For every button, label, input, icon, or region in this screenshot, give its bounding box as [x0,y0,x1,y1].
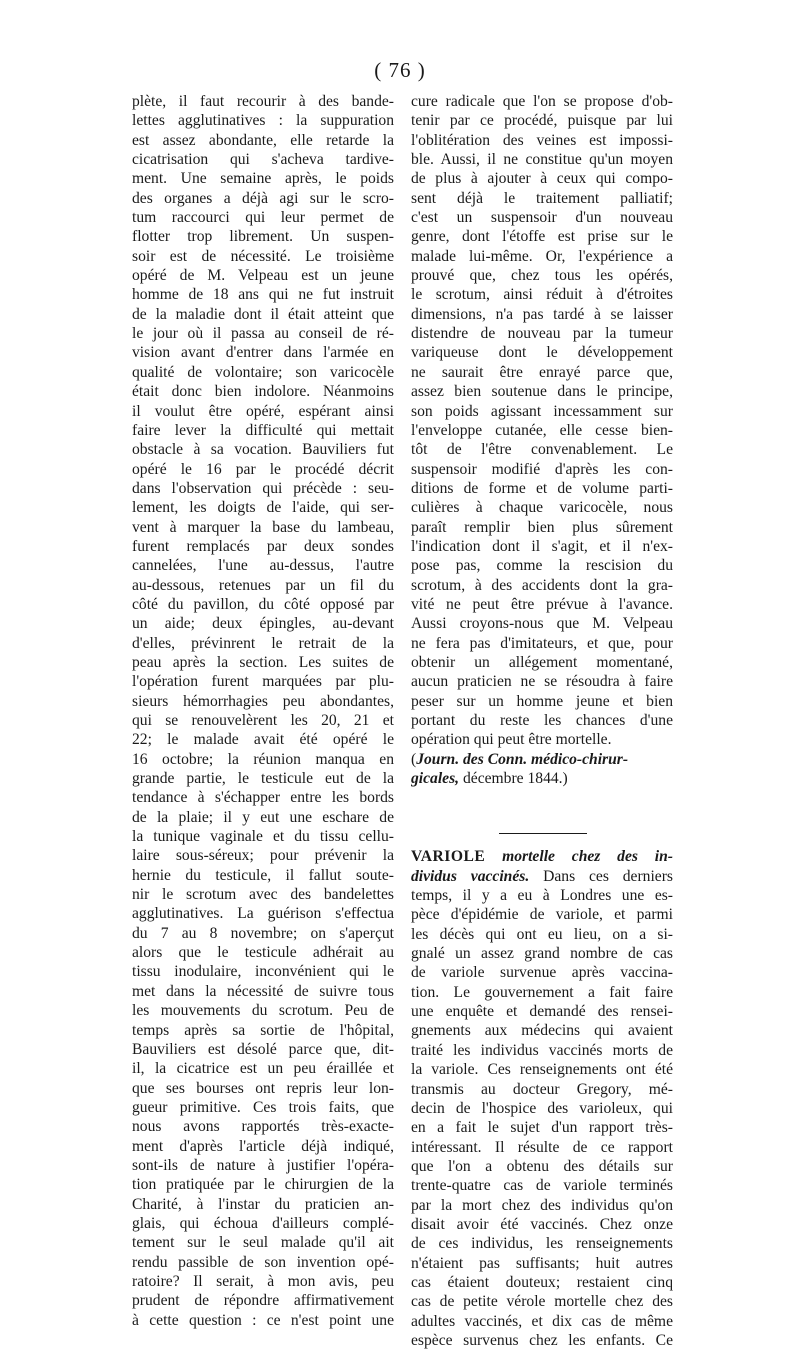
text-line: cas de petite vérole mortelle chez des [411,1293,673,1311]
text-line: faire lever la difficulté qui mettait [132,421,394,439]
text-line: ne fera pas d'imitateurs, et que, pour [411,634,673,652]
text-line: ratoire? Il serait, à mon avis, peu [132,1272,394,1290]
text-line: temps après sa sortie de l'hôpital, [132,1021,394,1039]
section-divider [411,827,673,847]
text-line: il, la cicatrice est un peu éraillée et [132,1060,394,1078]
text-line: ne saurait être enrayé parce que, [411,363,673,381]
text-line: tion pratiquée par le chirurgien de la [132,1176,394,1194]
left-column [132,92,394,1330]
variole-text [411,886,673,1350]
citation-line-2 [411,769,673,788]
text-line: portant du reste les chances d'une [411,712,673,729]
text-line: plète, il faut recourir à des bande- [132,93,394,110]
text-line: Bauviliers est désolé parce que, dit- [132,1040,394,1058]
text-line: il voulut être opéré, espérant ainsi [132,402,394,420]
text-line: intéressant. Il résulte de ce rapport [411,1138,673,1156]
text-line: sieurs hémorrhagies peu abondantes, [132,692,394,710]
text-line: sont-ils de nature à justifier l'opéra- [132,1156,394,1174]
text-line: gueur primitive. Ces trois faits, que [132,1098,394,1116]
text-line: à cette question : ce n'est point une [132,1311,394,1329]
text-line: n'étaient pas suffisants; huit autres [411,1254,673,1272]
text-line: que l'on a obtenu des détails sur [411,1157,673,1175]
text-line: l'enveloppe cutanée, elle cesse bien- [411,421,673,439]
page-number: ( 76 ) [374,58,426,82]
text-line: trente-quatre cas de variole terminés [411,1177,673,1195]
right-column [411,92,673,1350]
text-line: lement, les doigts de l'aide, qui ser- [132,499,394,517]
text-line: nous avons rapportés très-exacte- [132,1118,394,1136]
text-line: cure radicale que l'on se propose d'ob- [411,93,673,110]
text-line: grande partie, le testicule eut de la [132,770,394,788]
text-line: une enquête et demandé des rensei- [411,1003,673,1021]
text-line: soir est de nécessité. Le troisième [132,247,394,265]
text-line: tement sur le seul malade qu'il ait [132,1234,394,1252]
text-line: tendance à s'échapper entre les bords [132,789,394,807]
text-line: obstacle à sa vocation. Bauviliers fut [132,441,394,459]
text-line: opéré le 16 par le procédé décrit [132,460,394,478]
text-line: cannelées, l'une au-dessus, l'autre [132,557,394,575]
text-line: pose pas, comme la rescision du [411,557,673,575]
section-gap [411,788,673,827]
text-line: pèce d'épidémie de variole, et parmi [411,906,673,924]
text-line: l'oblitération des veines est impossi- [411,131,673,149]
text-line: aucun praticien ne se résoudra à faire [411,673,673,691]
citation-source: Journ. des Conn. médico-chirur- [416,750,629,768]
text-line: transmis au docteur Gregory, mé- [411,1080,673,1098]
text-line: scrotum, à des accidents dont la gra- [411,576,673,594]
citation-line-1: (Journ. des Conn. médico-chirur- [411,750,629,768]
text-line: vent à marquer la base du lambeau, [132,518,394,536]
text-line: homme de 18 ans qui ne fut instruit [132,286,394,304]
text-line: les décès qui ont eu lieu, on a si- [411,925,673,943]
text-line: disait avoir été vaccinés. Chez onze [411,1215,673,1233]
text-line: ment. Une semaine après, le poids [132,170,394,188]
text-line: espèce survenus chez les enfants. Ce [411,1331,673,1349]
text-line: suspensoir modifié d'après les con- [411,460,673,478]
text-line: furent remplacés par deux sondes [132,537,394,555]
text-line: traité les individus vaccinés morts de [411,1041,673,1059]
text-line: agglutinatives. La guérison s'effectua [132,905,394,923]
text-line: peau après la section. Les suites de [132,653,394,671]
text-line: c'est un suspensoir d'un nouveau [411,209,673,227]
text-line: les mouvements du scrotum. Peu de [132,1002,394,1020]
text-line: de variole survenue après vaccina- [411,964,673,982]
text-line: ditions de forme et de volume parti- [411,479,673,497]
text-line: opération qui peut être mortelle. [411,731,612,749]
variole-heading-line-2: dividus vaccinés. Dans ces derniers [411,867,673,885]
text-line: dimensions, n'a pas tardé à se laisser [411,305,673,323]
variole-heading: VARIOLE [411,848,486,866]
text-line: était donc bien indolore. Néanmoins [132,383,394,401]
text-line: flotter trop librement. Un suspen- [132,228,394,246]
text-line: est assez abondante, elle retarde la [132,131,394,149]
text-line: dans l'observation qui précède : seu- [132,479,394,497]
text-line: ble. Aussi, il ne constitue qu'un moyen [411,151,673,169]
text-line: rendu passible de son invention opé- [132,1253,394,1271]
text-line: hernie du testicule, il fallut soute- [132,866,394,884]
text-line: en a fait le sujet d'un rapport très- [411,1119,673,1137]
citation-date: décembre 1844.) [459,770,568,788]
text-line: genre, dont l'étoffe est prise sur le [411,228,673,246]
text-line: Aussi croyons-nous que M. Velpeau [411,615,673,633]
text-line: malade lui-même. Or, l'expérience a [411,247,673,265]
text-line: du 7 au 8 novembre; on s'aperçut [132,924,394,942]
text-line: ment d'après l'article déjà indiqué, [132,1137,394,1155]
text-line: de plus à ajouter à ceux qui compo- [411,170,673,188]
text-line: adultes vaccinés, et dix cas de même [411,1312,673,1330]
variole-heading-line-1: VARIOLE mortelle chez des in- [411,848,673,866]
text-line: decin de l'hospice des varioleux, qui [411,1099,673,1117]
text-line: des organes a déjà agi sur le scro- [132,189,394,207]
text-line: de la plaie; il y eut une eschare de [132,808,394,826]
text-line: tissu inodulaire, inconvénient qui le [132,963,394,981]
text-line: 22; le malade avait été opéré le [132,731,394,749]
text-line: gnalé un assez grand nombre de cas [411,945,673,963]
text-line: paraît remplir bien plus sûrement [411,518,673,536]
text-line: obtenir un allégement momentané, [411,653,673,671]
right-column-text [411,92,673,750]
text-line: le scrotum, ainsi réduit à d'étroites [411,286,673,304]
text-line: la tunique vaginale et du tissu cellu- [132,828,394,846]
text-line: tum raccourci qui leur permet de [132,209,394,227]
text-line: le jour où il passa au conseil de ré- [132,325,394,343]
text-line: cicatrisation qui s'acheva tardive- [132,151,394,169]
text-line: nir le scrotum avec des bandelettes [132,886,394,904]
text-line: tion. Le gouvernement a fait faire [411,983,673,1001]
text-line: gnements aux médecins qui avaient [411,1022,673,1040]
text-line: la variole. Ces renseignements ont été [411,1061,673,1079]
text-line: l'indication dont il s'agit, et il n'ex- [411,537,673,555]
text-line: culières à chaque varicocèle, nous [411,499,673,517]
text-line: de la maladie dont il était atteint que [132,305,394,323]
text-line: sent déjà le traitement palliatif; [411,189,673,207]
text-line: son poids agissant incessamment sur [411,402,673,420]
text-line: cas étaient douteux; restaient cinq [411,1273,673,1291]
text-line: opéré de M. Velpeau est un jeune [132,267,394,285]
text-line: que ses bourses ont repris leur lon- [132,1079,394,1097]
text-line: distendre de nouveau par la tumeur [411,325,673,343]
text-line: vité ne peut être prévue à l'avance. [411,595,673,613]
text-line: d'elles, prévinrent le retrait de la [132,634,394,652]
text-line: qui se renouvelèrent les 20, 21 et [132,712,394,729]
text-line: assez bien soutenue dans le principe, [411,383,673,401]
citation-source-2: gicales, [411,770,460,788]
text-line: prudent de répondre affirmativement [132,1292,394,1310]
text-line: Charité, à l'instar du praticien an- [132,1195,394,1213]
text-line: variqueuse dont le développement [411,344,673,362]
text-line: par la mort chez des individus qu'on [411,1196,673,1214]
text-line: laire sous-séreux; pour prévenir la [132,847,394,865]
text-line: lettes agglutinatives : la suppuration [132,112,394,130]
text-line: alors que le testicule adhérait au [132,944,394,962]
text-line: met dans la nécessité de suivre tous [132,982,394,1000]
text-line: tôt de l'être convenablement. Le [411,441,673,459]
text-line: qualité de volontaire; son varicocèle [132,363,394,381]
text-line: côté du pavillon, du côté opposé par [132,595,394,613]
text-line: 16 octobre; la réunion manqua en [132,750,394,768]
text-line: un aide; deux épingles, au-devant [132,615,394,633]
text-line: l'opération furent marquées par plu- [132,673,394,691]
text-line: vision avant d'entrer dans l'armée en [132,344,394,362]
text-line: temps, il y a eu à Londres une es- [411,887,673,905]
text-line: tenir par ce procédé, puisque par lui [411,112,673,130]
text-line: peser sur un homme jeune et bien [411,692,673,710]
text-line: prouvé que, chez tous les opérés, [411,267,673,285]
text-line: au-dessous, retenues par un fil du [132,576,394,594]
text-line: de ces individus, les renseignements [411,1235,673,1253]
text-line: glais, qui échoua d'ailleurs complé- [132,1214,394,1232]
